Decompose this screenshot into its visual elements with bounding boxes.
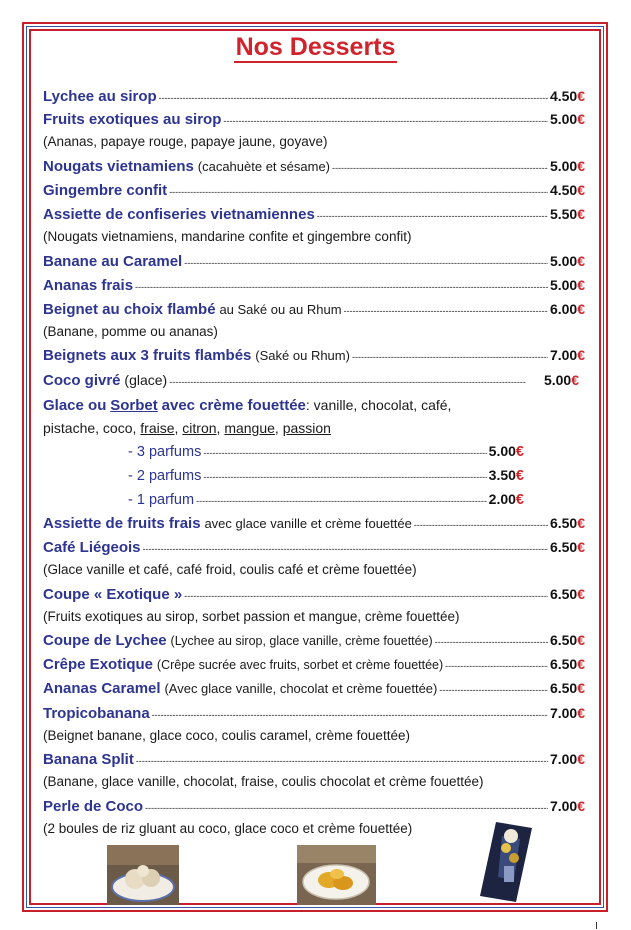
menu-item-assiette-fruits: Assiette de fruits frais avec glace vanille et crème fouettée ----- 6.50 € — [43, 512, 585, 534]
item-description: (Banane, glace vanille, chocolat, fraise, coulis chocolat et crème fouettée) — [43, 774, 484, 789]
item-description: (Glace vanille et café, café froid, coulis café et crème fouettée) — [43, 562, 417, 577]
item-description: (2 boules de riz gluant au coco, glace coco et crème fouettée) — [43, 821, 413, 836]
glace-flavors: pistache, coco, fraise, citron, mangue, passion — [43, 420, 331, 436]
page-mark — [596, 922, 597, 929]
glace-option: - 3 parfums ----- 5.00 € — [128, 440, 524, 462]
menu-item-coco-givre: Coco givré (glace) ----- 5.00 € — [43, 369, 579, 391]
menu-item-nougats: Nougats vietnamiens (cacahuète et sésame) ----- 5.00 € — [43, 155, 585, 177]
menu-item-beignet-choix: Beignet au choix flambé au Saké ou au Rhum ----- 6.00 € — [43, 298, 585, 320]
menu-item-perle-coco: Perle de Coco ----- 7.00 € — [43, 795, 585, 817]
item-description: (Fruits exotiques au sirop, sorbet passion et mangue, crème fouettée) — [43, 609, 460, 624]
menu-item-banane-caramel: Banane au Caramel ----- 5.00 € — [43, 250, 585, 272]
menu-item-crepe-exotique: Crêpe Exotique (Crêpe sucrée avec fruits, sorbet et crème fouettée) ----- 6.50 € — [43, 653, 585, 675]
menu-item-banana-split: Banana Split ----- 7.00 € — [43, 748, 585, 770]
menu-item-tropicobanana: Tropicobanana ----- 7.00 € — [43, 702, 585, 724]
item-description: (Ananas, papaye rouge, papaye jaune, goyave) — [43, 134, 328, 149]
glace-option: - 1 parfum ----- 2.00 € — [128, 488, 524, 510]
menu-item-gingembre: Gingembre confit ----- 4.50 € — [43, 179, 585, 201]
dessert-photo-coupe — [480, 822, 532, 902]
dessert-photo-coco-glace — [107, 845, 179, 905]
dessert-photo-beignet — [297, 845, 376, 905]
menu-item-coupe-exotique: Coupe « Exotique » ----- 6.50 € — [43, 583, 585, 605]
menu-item-cafe-liegeois: Café Liégeois ----- 6.50 € — [43, 536, 585, 558]
menu-item-lychee: Lychee au sirop ----- 4.50 € — [43, 85, 585, 107]
menu-item-assiette-confiseries: Assiette de confiseries vietnamiennes ----- 5.50 € — [43, 203, 585, 225]
menu-item-coupe-lychee: Coupe de Lychee (Lychee au sirop, glace vanille, crème fouettée) ----- 6.50 € — [43, 629, 585, 651]
menu-item-fruits-exotiques: Fruits exotiques au sirop ----- 5.00 € — [43, 108, 585, 130]
glace-option: - 2 parfums ----- 3.50 € — [128, 464, 524, 486]
menu-item-ananas-caramel: Ananas Caramel (Avec glace vanille, chocolat et crème fouettée) ----- 6.50 € — [43, 677, 585, 699]
page-title: Nos Desserts — [235, 33, 396, 61]
menu-item-beignets-3-fruits: Beignets aux 3 fruits flambés (Saké ou Rhum) ----- 7.00 € — [43, 344, 585, 366]
item-description: (Beignet banane, glace coco, coulis caramel, crème fouettée) — [43, 728, 410, 743]
item-description: (Nougats vietnamiens, mandarine confite et gingembre confit) — [43, 229, 412, 244]
menu-item-glace-sorbet: Glace ou Sorbet avec crème fouettée : vanille, chocolat, café, — [43, 397, 452, 414]
menu-item-ananas-frais: Ananas frais ----- 5.00 € — [43, 274, 585, 296]
item-description: (Banane, pomme ou ananas) — [43, 324, 218, 339]
